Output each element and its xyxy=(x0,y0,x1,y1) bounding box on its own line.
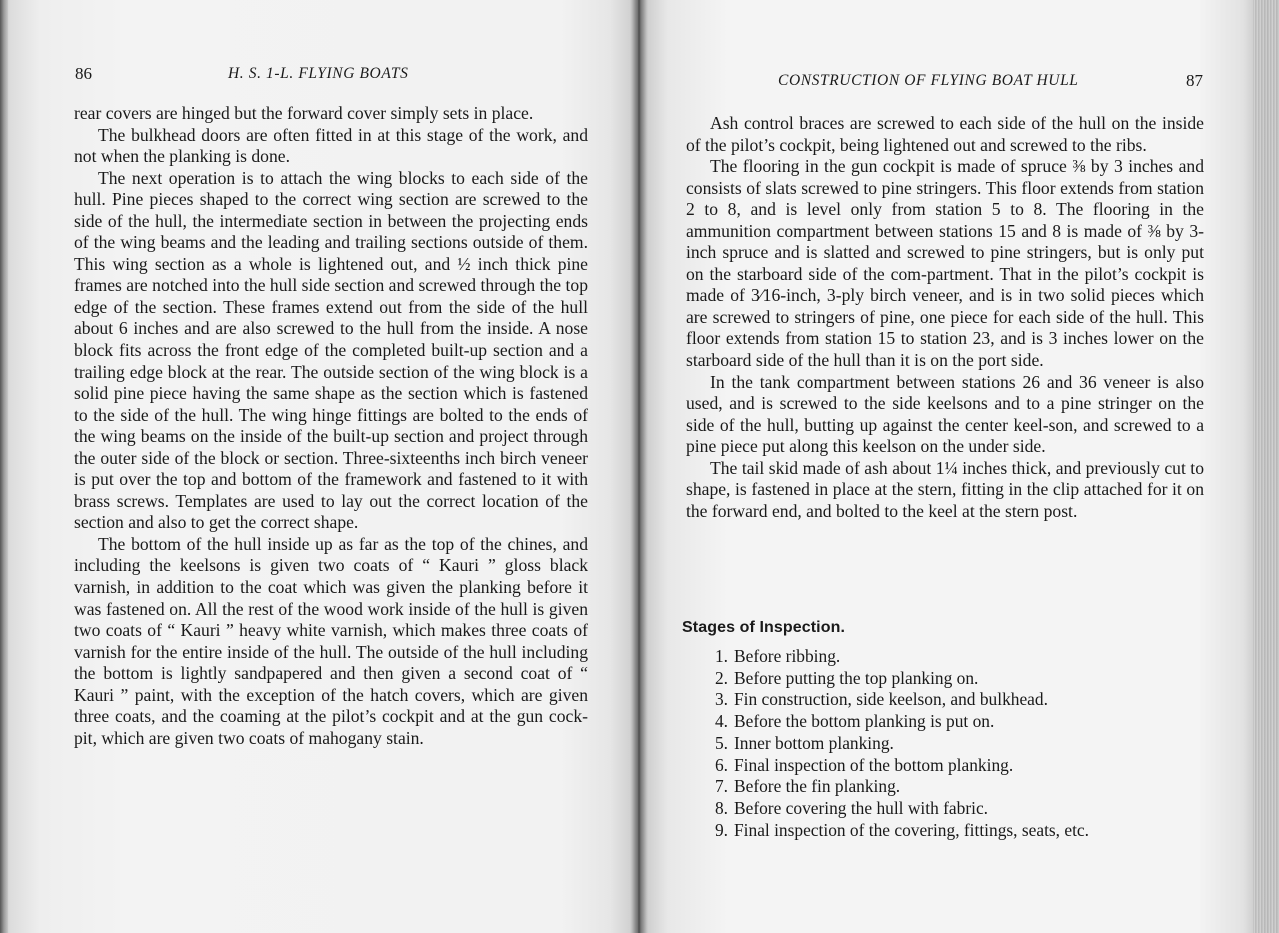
page-number-87: 87 xyxy=(1186,71,1203,90)
list-item: 9. Final inspection of the covering, fittings, seats, etc. xyxy=(714,819,1089,840)
running-head-right: CONSTRUCTION OF FLYING BOAT HULL xyxy=(778,72,1079,89)
left-page xyxy=(0,0,638,933)
list-item: 3. Fin construction, side keelson, and bulkhead. xyxy=(714,689,1048,710)
left-page-header xyxy=(0,64,638,84)
left-page-edge xyxy=(0,0,8,933)
right-page-edge xyxy=(1253,0,1279,933)
book-gutter xyxy=(630,0,648,933)
list-item: 7. Before the fin planking. xyxy=(714,776,901,797)
left-page-body xyxy=(74,103,588,749)
paragraph: The flooring in the gun cockpit is made of spruce ⅜ by 3 inches and consists of slats screwed to pine stringers. This floor extends from station 2 to 8, and is level only from station 5 to 8. The flooring in the ammunition compartment between stations 15 and 8 is made of ⅜ by 3-inch spruce and is slatted and screwed to pine stringers, but is only put on the starboard side of the com-partment. That in the pilot’s cockpit is made of 3⁄16-inch, 3-ply birch veneer, and is in two solid pieces which are screwed to stringers of pine, one piece for each side of the hull. This floor extends from station 15 to station 23, and is 3 inches lower on the starboard side of the hull than it is on the port side. xyxy=(686,156,1204,371)
list-item: 8. Before covering the hull with fabric. xyxy=(714,797,989,818)
paragraph: The next operation is to attach the wing blocks to each side of the hull. Pine pieces shaped to the correct wing section are screwed to the side of the hull, the intermediate section in between the projecting ends of the wing beams and the leading and trailing sections outside of them. This wing section as a whole is lightened out, and ½ inch thick pine frames are notched into the hull side section and screwed through the top edge of the section. These frames extend out from the side of the hull about 6 inches and are also screwed to the hull from the inside. A nose block fits across the front edge of the completed built-up section and a trailing edge block at the rear. The outside section of the wing block is a solid pine piece having the same shape as the section which is fastened to the side of the hull. The wing hinge fittings are bolted to the ends of the wing beams on the inside of the built-up section and project through the outer side of the block or section. Three-sixteenths inch birch veneer is put over the top and bottom of the framework and fastened to it with brass screws. Templates are used to lay out the correct location of the section and also to get the correct shape. xyxy=(74,167,588,533)
inspection-stages-list xyxy=(704,646,1089,841)
running-head-left: H. S. 1-L. FLYING BOATS xyxy=(228,65,409,82)
list-item: 1. Before ribbing. xyxy=(714,646,841,666)
paragraph: Ash control braces are screwed to each side of the hull on the inside of the pilot’s cockpit, being lightened out and screwed to the ribs. xyxy=(686,113,1204,155)
list-item: 6. Final inspection of the bottom planking. xyxy=(714,754,1014,775)
right-page xyxy=(638,0,1279,933)
list-item: 2. Before putting the top planking on. xyxy=(714,667,979,688)
section-heading: Stages of Inspection. xyxy=(682,619,846,636)
paragraph: The tail skid made of ash about 1¼ inches thick, and previously cut to shape, is fastened in place at the stern, fitting in the clip attached for it on the forward end, and bolted to the keel at the stern post. xyxy=(686,457,1204,521)
right-page-header xyxy=(638,64,1279,90)
paragraph: The bulkhead doors are often fitted in at this stage of the work, and not when the planking is done. xyxy=(74,124,588,167)
paragraph: In the tank compartment between stations 26 and 36 veneer is also used, and is screwed to the side keelsons and to a pine stringer on the side of the hull, butting up against the center keel-son, and screwed to a pine piece put along this keelson on the under side. xyxy=(686,371,1204,457)
list-item: 5. Inner bottom planking. xyxy=(714,732,894,753)
right-page-body xyxy=(686,113,1204,522)
paragraph: rear covers are hinged but the forward cover simply sets in place. xyxy=(74,103,534,123)
list-item: 4. Before the bottom planking is put on. xyxy=(714,711,995,732)
page-number-86: 86 xyxy=(75,64,92,83)
paragraph: The bottom of the hull inside up as far as the top of the chines, and including the keelsons is given two coats of “ Kauri ” gloss black varnish, in addition to the coat which was given the planking before it was fastened on. All the rest of the wood work inside of the hull is given two coats of “ Kauri ” heavy white varnish, which makes three coats of varnish for the entire inside of the hull. The outside of the hull including the bottom is lightly sandpapered and then given a second coat of “ Kauri ” paint, with the exception of the hatch covers, which are given three coats, and the coaming at the pilot’s cockpit and at the gun cock-pit, which are given two coats of mahogany stain. xyxy=(74,533,588,748)
